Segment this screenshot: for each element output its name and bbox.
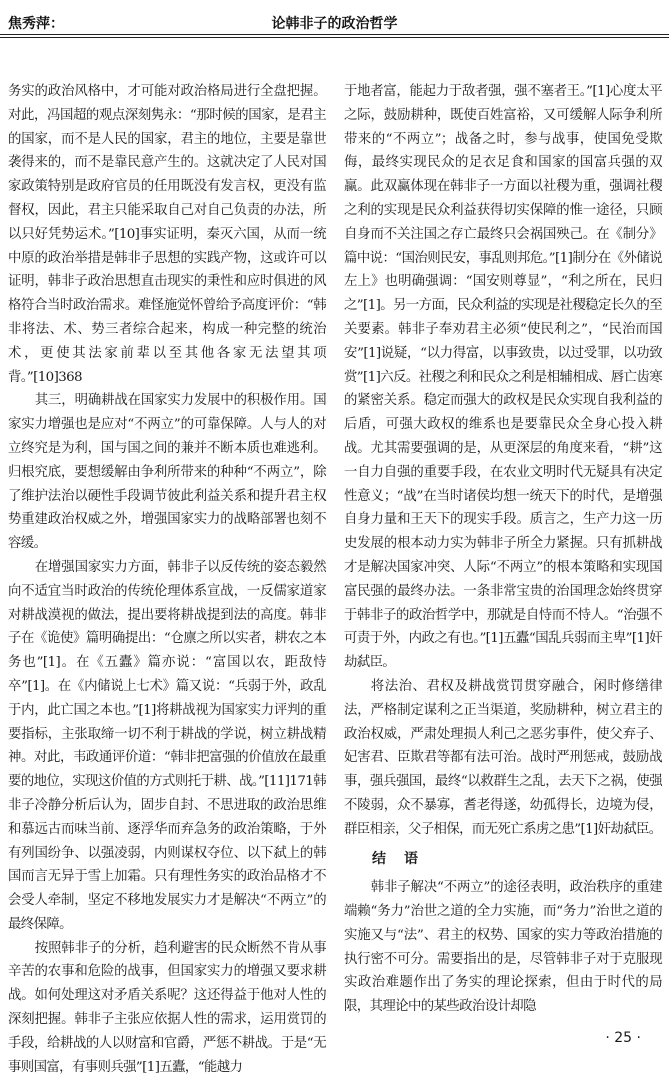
page-header — [0, 0, 669, 40]
header-rule-bottom — [0, 37, 669, 38]
left-paragraph-2: 其三，明确耕战在国家实力发展中的积极作用。国家实力增强也是应对“不两立”的可靠保障。人与人的对立终究是为利，国与国之间的兼并不断本质也难逃利。归根究底，要想缓解由争利所带来的种种“不两立”，除了维护法治以硬性手段调节彼此利益关系和提升君主权势重建政治权威之外，增强国家实力的战略部署也刻不容缓。 — [8, 393, 326, 552]
left-column — [8, 80, 326, 1079]
running-title: 论韩非子的政治哲学 — [271, 16, 398, 32]
left-paragraph-4: 按照韩非子的分析，趋利避害的民众断然不肯从事辛苦的农事和危险的战事，但国家实力的增强又要求耕战。如何处理这对矛盾关系呢？这还得益于他对人性的深刻把握。韩非子主张应依据人性的需求，运用赏罚的手段，给耕战的人以财富和官爵，严惩不耕战。于是“无事则国富，有事则兵强”[1]五蠹，“能越力 — [8, 940, 326, 1075]
right-paragraph-3: 韩非子解决“不两立”的途径表明，政治秩序的重建端赖“务力”治世之道的全力实施，而“务力”治世之道的实施又与“法”、君主的权势、国家的实力等政治措施的执行密不可分。需要指出的是，尽管韩非子对于克服现实政治难题作出了务实的理论探索，但由于时代的局限，其理论中的某些政治设计却隐 — [344, 880, 662, 1015]
header-rule-top — [0, 34, 669, 35]
left-paragraph-1: 务实的政治风格中，才可能对政治格局进行全盘把握。对此，冯国超的观点深刻隽永：“那时候的国家，是君主的国家，而不是人民的国家，君主的地位，主要是靠世袭得来的，而不是靠民意产生的。这就决定了人民对国家政策特别是政府官员的任用既没有发言权，更没有监督权，因此，君主只能采取自己对自己负责的办法，所以只好凭势运术。”[10]事实证明，秦灭六国，从而一统中原的政治举措是韩非子思想的实践产物，这或许可以证明，韩非子政治思想直击现实的秉性和应时俱进的风格符合当时政治需求。难怪施觉怀曾给予高度评价：“韩非将法、术、势三者综合起来，构成一种完整的统治术，更使其法家前辈以至其他各家无法望其项背。”[10]368 — [8, 84, 326, 385]
right-paragraph-2: 将法治、君权及耕战赏罚贯穿融合，闲时修缮律法，严格制定谋利之正当渠道，奖励耕种，树立君主的政治权威，严肃处理损人利己之恶劣事件，使父弃子、妃害君、臣欺君等都有法可治。战时严刑惩戒，鼓励战事，强兵强国，最终“以救群生之乱，去天下之祸，使强不陵弱，众不暴寡，耆老得遂，幼孤得长，边境为侵，群臣相亲，父子相保，而无死亡系虏之患”[1]奸劫弑臣。 — [344, 678, 662, 837]
right-column — [344, 80, 662, 1019]
left-paragraph-3: 在增强国家实力方面，韩非子以反传统的姿态毅然向不适宜当时政治的传统伦理体系宣战，一反儒家道家对耕战漠视的做法，提出要将耕战提到法的高度。韩非子在《诡使》篇明确提出：“仓廪之所以实者，耕农之本务也”[1]。在《五蠹》篇亦说：“富国以农，距敌恃卒”[1]。在《内储说上七术》篇又说：“兵弱于外，政乱于内，此亡国之本也。”[1]将耕战视为国家实力评判的重要指标，主张取缔一切不利于耕战的学说，树立耕战精神。对此，韦政通评价道：“韩非把富强的价值放在最重要的地位，实现这价值的方式则托于耕、战。”[11]171韩非子冷静分析后认为，固步自封、不思进取的政治思维和慕远古而味当前、逐浮华而弃急务的政治策略，于外有列国纷争、以强凌弱，内则谋权夺位、以下弑上的韩国而言无异于雪上加霜。只有理性务实的政治品格才不会受人牵制，坚定不移地发展实力才是解决“不两立”的最终保障。 — [8, 559, 326, 932]
right-paragraph-1: 于地者富，能起力于敌者强，强不塞者王。”[1]心度太平之际，鼓励耕种，既使百姓富裕，又可缓解人际争利所带来的“不两立”；战备之时，参与战事，使国免受欺侮，最终实现民众的足衣足食和国家的国富兵强的双赢。此双赢体现在韩非子一方面以社稷为重，强调社稷之利的实现是民众利益获得切实保障的惟一途径，只顾自身而不关注国之存亡最终只会祸国殃己。在《制分》篇中说：“国治则民安，事乱则邦危。”[1]制分在《外储说左上》也明确强调：“国安则尊显”，“利之所在，民归之”[1]。另一方面，民众利益的实现是社稷稳定长久的至关要素。韩非子奉劝君主必须“使民利之”，“民治而国安”[1]说疑，“以力得富，以事致贵，以过受罪，以功致赏”[1]六反。社稷之利和民众之利是相辅相成、唇亡齿寒的紧密关系。稳定而强大的政权是民众实现自我利益的后盾，可强大政权的维系也是要靠民众全身心投入耕战。尤其需要强调的是，从更深层的角度来看，“耕”这一自力自强的重要手段，在农业文明时代无疑具有决定性意义；“战”在当时诸侯均想一统天下的时代，是增强自身力量和王天下的现实手段。质言之，生产力这一历史发展的根本动力实为韩非子所全力紧握。只有抓耕战才是解决国家冲突、人际“不两立”的根本策略和实现国富民强的最终办法。一条非常宝贵的治国理念始终贯穿于韩非子的政治哲学中，那就是自恃而不恃人。“治强不可责于外，内政之有也。”[1]五蠹“国乱兵弱而主卑”[1]奸劫弑臣。 — [344, 84, 662, 671]
section-heading-conclusion: 结 语 — [372, 850, 420, 867]
page-number: · 25 · — [605, 1030, 641, 1046]
running-author: 焦秀萍： — [8, 16, 64, 32]
